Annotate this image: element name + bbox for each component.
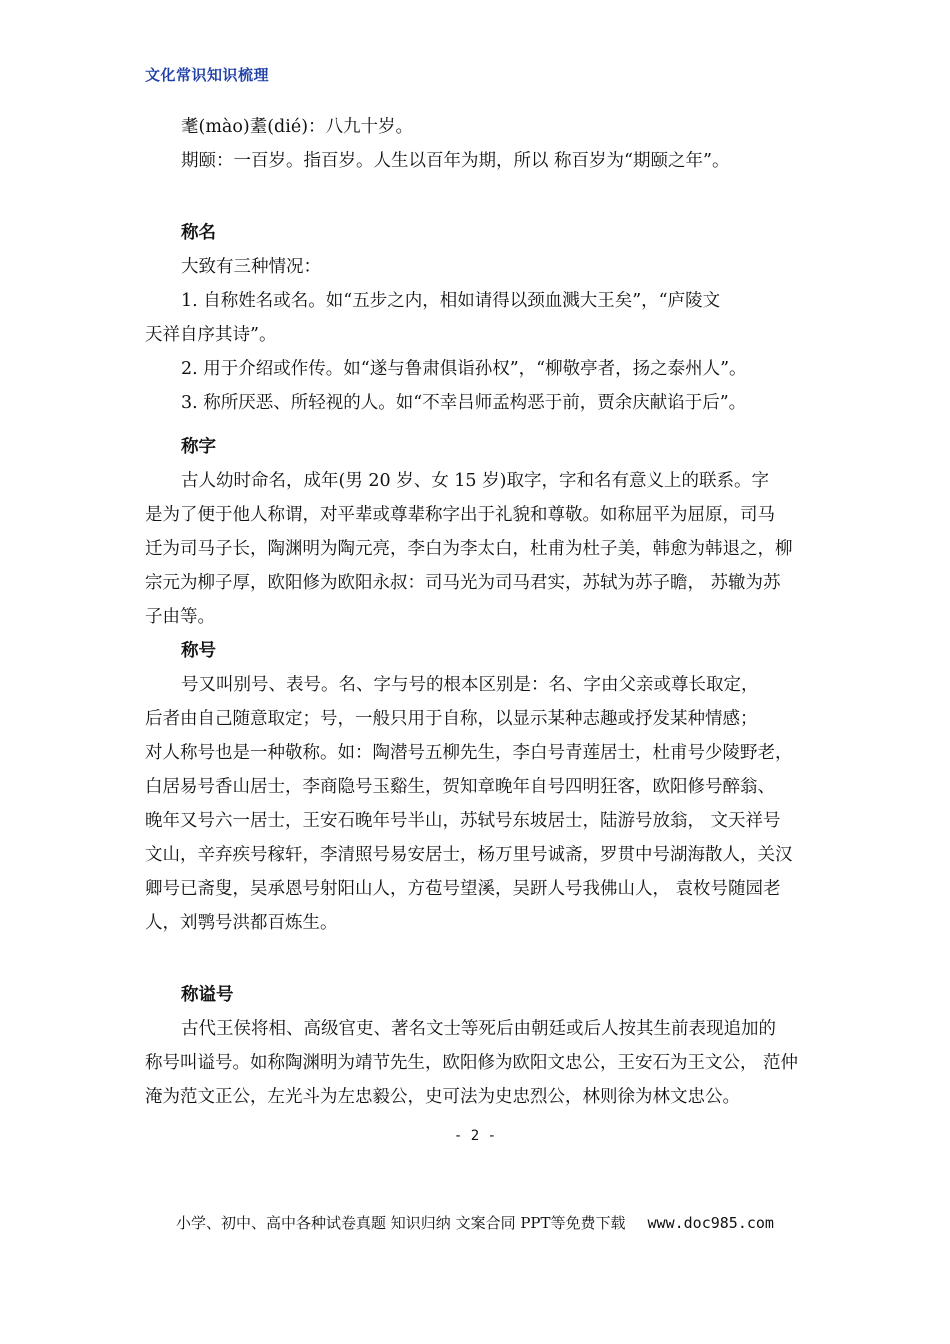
list-item: 3. 称所厌恶、所轻视的人。如“不幸吕师孟构恶于前，贾余庆献谄于后”。 [181,393,747,413]
list-item: 1. 自称姓名或名。如“五步之内，相如请得以颈血溅大王矣”，“庐陵文 [181,291,721,311]
paragraph-line: 是为了便于他人称谓，对平辈或尊辈称字出于礼貌和尊敬。如称屈平为屈原，司马 [145,505,775,525]
paragraph-line: 宗元为柳子厚，欧阳修为欧阳永叔：司马光为司马君实，苏轼为苏子瞻， 苏辙为苏 [145,573,781,593]
paragraph-line: 白居易号香山居士，李商隐号玉谿生，贺知章晚年自号四明狂客，欧阳修号醉翁、 [145,777,775,797]
paragraph-line: 对人称号也是一种敬称。如：陶潜号五柳先生，李白号青莲居士，杜甫号少陵野老， [145,743,793,763]
paragraph-line: 古人幼时命名，成年(男 20 岁、女 15 岁)取字，字和名有意义上的联系。字 [181,471,769,491]
paragraph-line: 淹为范文正公，左光斗为左忠毅公，史可法为史忠烈公，林则徐为林文忠公。 [145,1087,740,1107]
footer [0,1212,950,1233]
paragraph-line: 迁为司马子长，陶渊明为陶元亮，李白为李太白，杜甫为杜子美，韩愈为韩退之，柳 [145,539,793,559]
paragraph-line: 期颐：一百岁。指百岁。人生以百年为期，所以 称百岁为“期颐之年”。 [181,151,730,171]
paragraph-line: 卿号已斋叟，吴承恩号射阳山人，方苞号望溪，吴趼人号我佛山人， 袁枚号随园老 [145,879,781,899]
paragraph-line: 后者由自己随意取定；号，一般只用于自称，以显示某种志趣或抒发某种情感； [145,709,758,729]
paragraph-line: 子由等。 [145,607,215,627]
paragraph-line: 大致有三种情况： [181,257,321,277]
paragraph-line: 号又叫别号、表号。名、字与号的根本区别是：名、字由父亲或尊长取定， [181,675,759,695]
document-body [145,110,825,1114]
list-item-continuation: 天祥自序其诗”。 [145,325,277,345]
paragraph-line: 古代王侯将相、高级官吏、著名文士等死后由朝廷或后人按其生前表现追加的 [181,1019,776,1039]
list-item: 2. 用于介绍或作传。如“遂与鲁肃俱诣孙权”，“柳敬亭者，扬之泰州人”。 [181,359,747,379]
document-header-title: 文化常识知识梳理 [145,66,270,84]
paragraph-line: 称号叫谥号。如称陶渊明为靖节先生，欧阳修为欧阳文忠公，王安石为王文公， 范仲 [145,1053,799,1073]
page-number: - 2 - [453,1128,497,1144]
footer-text: 小学、初中、高中各种试卷真题 知识归纳 文案合同 PPT等免费下载 [176,1214,626,1232]
section-heading-chengzi: 称字 [181,437,216,457]
section-heading-chenghao: 称号 [181,641,216,661]
paragraph-line: 文山，辛弃疾号稼轩，李清照号易安居士，杨万里号诚斋，罗贯中号湖海散人，关汉 [145,845,793,865]
paragraph-line: 耄(mào)耋(dié)：八九十岁。 [181,117,414,137]
footer-url-link[interactable]: www.doc985.com [647,1214,774,1232]
paragraph-line: 人，刘鹗号洪都百炼生。 [145,913,338,933]
section-heading-chengming: 称名 [181,223,216,243]
section-heading-chengshihao: 称谥号 [181,985,234,1005]
paragraph-line: 晚年又号六一居士，王安石晚年号半山，苏轼号东坡居士，陆游号放翁， 文天祥号 [145,811,781,831]
